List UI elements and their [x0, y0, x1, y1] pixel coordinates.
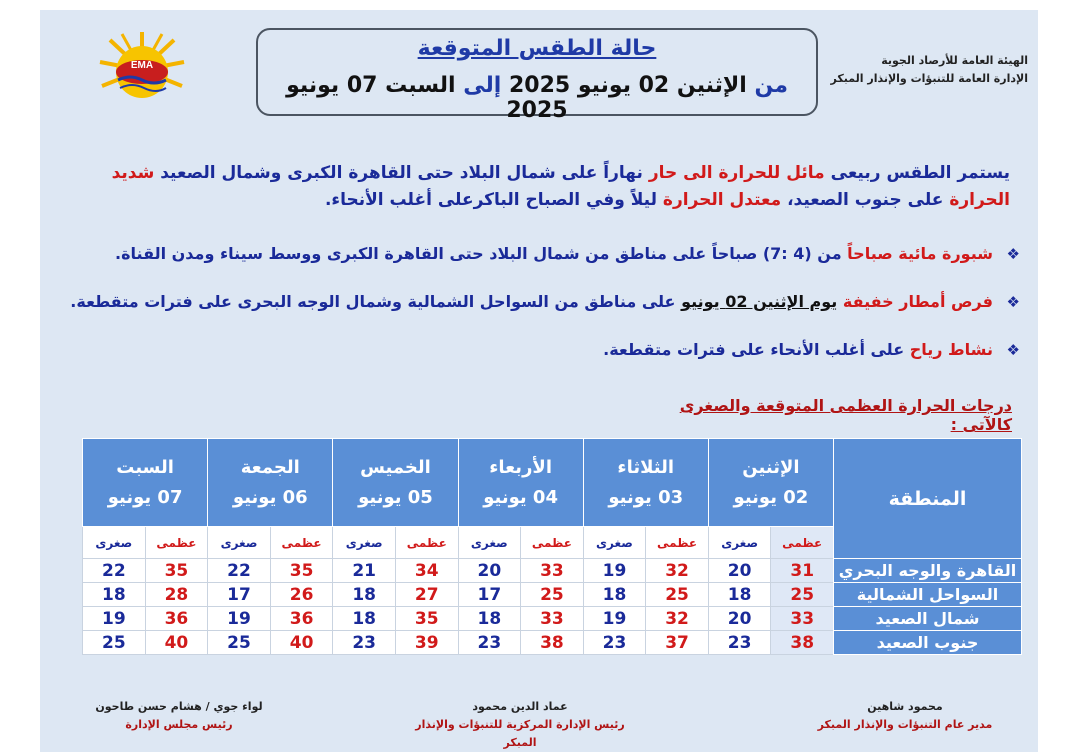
signature-role: رئيس مجلس الإدارة — [125, 718, 233, 731]
min-label: صغرى — [458, 527, 521, 559]
min-temp: 23 — [333, 631, 396, 655]
region-header: المنطقة — [834, 439, 1022, 559]
region-name: القاهرة والوجه البحري — [834, 559, 1022, 583]
min-temp: 19 — [208, 607, 271, 631]
max-temp: 27 — [395, 583, 458, 607]
max-label: عظمى — [145, 527, 208, 559]
max-temp: 25 — [646, 583, 709, 607]
org-line-2: الإدارة العامة للتنبؤات والإنذار المبكر — [830, 72, 1028, 85]
max-temp: 40 — [145, 631, 208, 655]
day-header: السبت 07 يونيو — [83, 439, 208, 527]
region-name: السواحل الشمالية — [834, 583, 1022, 607]
range-to-word: إلى — [463, 73, 502, 98]
min-temp: 23 — [583, 631, 646, 655]
min-temp: 22 — [208, 559, 271, 583]
max-temp: 40 — [270, 631, 333, 655]
max-temp: 38 — [521, 631, 584, 655]
date-range — [258, 73, 816, 123]
min-temp: 25 — [83, 631, 146, 655]
max-temp: 28 — [145, 583, 208, 607]
max-temp: 32 — [646, 607, 709, 631]
max-temp: 26 — [270, 583, 333, 607]
max-temp: 37 — [646, 631, 709, 655]
signature-role: رئيس الإدارة المركزية للتنبؤات والإنذار المبكر — [415, 718, 625, 749]
region-name: شمال الصعيد — [834, 607, 1022, 631]
max-temp: 25 — [771, 583, 834, 607]
max-temp: 34 — [395, 559, 458, 583]
table-row — [83, 607, 1022, 631]
weather-bullets — [70, 240, 1020, 384]
page-title: حالة الطقس المتوقعة — [417, 36, 657, 61]
min-label: صغرى — [83, 527, 146, 559]
max-temp: 35 — [270, 559, 333, 583]
max-temp: 33 — [521, 559, 584, 583]
table-row — [83, 583, 1022, 607]
day-header: الإثنين 02 يونيو — [708, 439, 833, 527]
max-temp: 36 — [270, 607, 333, 631]
organization-name — [808, 52, 1028, 88]
max-temp: 36 — [145, 607, 208, 631]
min-temp: 17 — [458, 583, 521, 607]
min-temp: 20 — [458, 559, 521, 583]
ema-logo — [96, 30, 188, 110]
signature-name: محمود شاهين — [867, 700, 943, 713]
min-temp: 23 — [458, 631, 521, 655]
signature-role: مدير عام التنبؤات والإنذار المبكر — [817, 718, 993, 731]
max-temp: 33 — [771, 607, 834, 631]
max-temp: 31 — [771, 559, 834, 583]
min-temp: 17 — [208, 583, 271, 607]
bullet-highlight: فرص أمطار خفيفة — [842, 292, 993, 311]
min-label: صغرى — [333, 527, 396, 559]
min-temp: 18 — [83, 583, 146, 607]
max-label: عظمى — [521, 527, 584, 559]
min-temp: 20 — [708, 559, 771, 583]
min-temp: 18 — [708, 583, 771, 607]
max-label: عظمى — [395, 527, 458, 559]
diamond-icon: ❖ — [1006, 245, 1020, 263]
min-label: صغرى — [583, 527, 646, 559]
max-label: عظمى — [771, 527, 834, 559]
min-label: صغرى — [708, 527, 771, 559]
region-name: جنوب الصعيد — [834, 631, 1022, 655]
min-temp: 22 — [83, 559, 146, 583]
min-temp: 20 — [708, 607, 771, 631]
signature-name: عماد الدين محمود — [472, 700, 568, 713]
max-label: عظمى — [646, 527, 709, 559]
intro-part-7: ليلاً وفي الصباح الباكرعلى أغلب الأنحاء. — [324, 190, 657, 210]
min-temp: 19 — [583, 607, 646, 631]
max-temp: 39 — [395, 631, 458, 655]
min-temp: 23 — [708, 631, 771, 655]
min-temp: 18 — [333, 607, 396, 631]
bullet-underlined-date: يوم الإثنين 02 يونيو — [681, 292, 838, 311]
intro-paragraph — [92, 160, 1010, 214]
range-to-date: السبت 07 يونيو 2025 — [286, 73, 568, 123]
range-from-date: الإثنين 02 يونيو 2025 — [508, 73, 747, 98]
max-temp: 38 — [771, 631, 834, 655]
max-temp: 35 — [395, 607, 458, 631]
min-temp: 18 — [458, 607, 521, 631]
max-label: عظمى — [270, 527, 333, 559]
bullet-fog — [90, 240, 1020, 288]
min-temp: 25 — [208, 631, 271, 655]
bullet-wind — [90, 336, 1020, 384]
bullet-rain — [70, 288, 1020, 336]
bullet-text: من (4 :7) صباحاً على مناطق من شمال البلاد حتى القاهرة الكبرى ووسط سيناء ومدن القناة. — [115, 244, 842, 263]
min-temp: 19 — [83, 607, 146, 631]
min-temp: 18 — [333, 583, 396, 607]
min-label: صغرى — [208, 527, 271, 559]
day-header: الجمعة 06 يونيو — [208, 439, 333, 527]
table-row — [83, 559, 1022, 583]
intro-part-5: على جنوب الصعيد، — [787, 190, 944, 210]
day-header: الأربعاء 04 يونيو — [458, 439, 583, 527]
max-temp: 32 — [646, 559, 709, 583]
diamond-icon: ❖ — [1006, 341, 1020, 359]
temperatures-body — [83, 559, 1022, 655]
min-temp: 18 — [583, 583, 646, 607]
range-from-word: من — [754, 73, 788, 98]
logo-text: EMA — [130, 60, 154, 71]
bullet-highlight: شبورة مائية صباحاً — [847, 244, 993, 263]
table-row — [83, 631, 1022, 655]
max-temp: 25 — [521, 583, 584, 607]
day-header: الثلاثاء 03 يونيو — [583, 439, 708, 527]
min-temp: 19 — [583, 559, 646, 583]
signature-name: لواء جوي / هشام حسن طاحون — [95, 700, 263, 713]
org-line-1: الهيئة العامة للأرصاد الجوية — [881, 54, 1028, 67]
bullet-text: على مناطق من السواحل الشمالية وشمال الوجه البحرى على فترات متقطعة. — [70, 292, 676, 311]
bullet-highlight: نشاط رياح — [909, 340, 993, 359]
temperatures-table — [82, 438, 1022, 655]
intro-part-2: مائل للحرارة الى حار — [648, 163, 825, 183]
signature-central-head — [400, 698, 640, 752]
day-header: الخميس 05 يونيو — [333, 439, 458, 527]
signature-chairman — [94, 698, 264, 734]
bullet-text: على أغلب الأنحاء على فترات متقطعة. — [603, 340, 905, 359]
min-temp: 21 — [333, 559, 396, 583]
diamond-icon: ❖ — [1006, 293, 1020, 311]
intro-part-6: معتدل الحرارة — [662, 190, 782, 210]
intro-part-1: يستمر الطقس ربيعى — [830, 163, 1010, 183]
intro-part-3: نهاراً على شمال البلاد حتى القاهرة الكبرى وشمال الصعيد — [160, 163, 643, 183]
signature-general-manager — [790, 698, 1020, 734]
temperatures-heading: درجات الحرارة العظمى المتوقعة والصغرى كالآتى : — [679, 396, 1012, 434]
intro-part-4: شديد الحرارة — [111, 163, 1010, 210]
max-temp: 33 — [521, 607, 584, 631]
max-temp: 35 — [145, 559, 208, 583]
header-box — [256, 28, 818, 123]
